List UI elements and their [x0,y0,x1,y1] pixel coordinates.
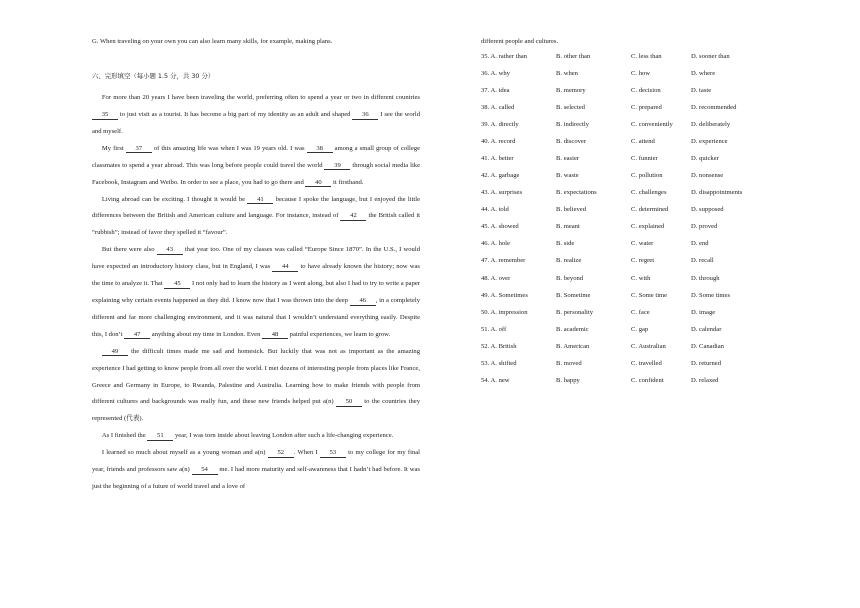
passage-paragraph [92,344,420,429]
option-g-text: G. When traveling on your own you can also learn many skills, for example, making plans. [92,38,333,45]
passage-continuation: different people and cultures. [481,38,559,45]
option-row [481,189,781,206]
passage-text: it firsthand. [331,178,364,186]
passage-text: I not only had to learn the history as I went along, but also I had to try to write a paper explaining why certain events happened as they did. I know now that I was thrown into the deep [92,280,420,304]
option-choice: C. face [631,308,650,316]
option-choice: C. decision [631,87,661,94]
option-choice: C. how [631,69,651,77]
passage-text: the difficult times made me sad and homesick. But luckily that was not as important as the amazing experience I had getting to know people from all over the world. I met dozens of interesting people from places like France, Greece and Germany in Europe, to Rwanda, Palestine and Australia. Learning how to make friends with people from different cultures and backgrounds was really fun, and these new friends helped put a(n) [92,347,420,406]
option-choice: D. returned [691,359,722,367]
passage-text: But there were also [101,246,157,254]
passage-text: For more than 20 years I have been traveling the world, preferring often to spend a year or two in different countries [101,94,420,102]
option-choice: D. Canadian [691,342,724,350]
passage-text: because I spoke the language, but I enjoyed the little differences between the British and American culture and language. For instance, instead of [92,195,420,220]
option-choice: 52. A. British [481,342,517,350]
option-choice: C. Some time [631,291,668,299]
option-choice: C. less than [631,52,662,60]
option-choice: B. American [556,342,590,350]
option-choice: 48. A. over [481,274,511,282]
option-choice: 42. A. garbage [481,172,520,180]
option-choice: C. Australian [631,342,666,350]
option-choice: D. where [691,69,716,77]
passage-text: Living abroad can be exciting. I thought it would be [101,195,248,203]
option-row [481,343,781,360]
option-choice: B. moved [556,359,582,367]
passage-text: My first [101,144,126,152]
option-choice: D. deliberately [691,121,731,129]
option-choice: B. indirectly [556,121,589,129]
option-choice: 38. A. called [481,104,515,112]
passage-text: I see the world and myself. [92,111,420,135]
option-choice: B. believed [556,206,587,214]
passage-text: among a small group of college classmates to spend a year abroad. This was long before people could travel the world [92,144,420,169]
passage-paragraph [92,242,420,343]
passage-paragraph [92,141,420,192]
passage-text: that year too. One of my classes was called “Europe Since 1870”. In the U.S., I would have expected an introductory history class, but in England, I was [92,246,420,271]
passage-text: . When I [293,449,320,457]
option-choice: B. memory [556,87,586,94]
option-choice: B. expectations [556,189,597,197]
option-row [481,70,781,87]
option-row [481,309,781,326]
option-choice: C. gap [631,325,649,333]
option-row [481,104,781,121]
passage-text: to my college for my final year, friends and professors saw a(n) [92,449,421,474]
blank-number: 40 [305,180,331,188]
option-row [481,326,781,343]
option-row [481,240,781,257]
option-choice: D. taste [691,87,712,94]
blank-number: 47 [124,332,150,340]
passage-text: the British called it “rubbish”; instead of favor they spelled it “favour”. [92,212,420,237]
option-row [481,172,781,189]
passage-paragraph [92,445,420,496]
blank-number: 54 [192,467,218,475]
options-list [481,53,781,394]
passage-text: to just visit as a tourist. It has become a big part of my identity as an adult and shaped [118,111,353,118]
option-row [481,377,781,394]
blank-number: 52 [268,450,294,458]
option-choice: D. calendar [691,325,722,333]
blank-number: 46 [350,298,376,306]
option-choice: C. determined [631,206,669,214]
option-row [481,206,781,223]
option-choice: 36. A. why [481,69,510,77]
section-title: 六、完形填空（每小题 1.5 分，共 30 分） [92,71,215,80]
option-choice: C. with [631,274,651,282]
option-choice: B. easier [556,155,580,163]
passage-text: anything about my time in London. Even [150,330,263,338]
option-choice: C. travelled [631,359,662,367]
option-choice: B. selected [556,104,585,112]
option-choice: D. proved [691,223,718,231]
option-choice: B. realize [556,257,582,265]
blank-number: 53 [320,450,346,458]
blank-number: 41 [247,197,273,205]
blank-number: 49 [102,349,128,357]
blank-number: 42 [340,213,366,221]
option-choice: 54. A. new [481,376,510,384]
option-choice: 50. A. impression [481,308,528,316]
blank-number: 35 [92,112,118,120]
option-choice: C. conveniently [631,121,673,129]
option-choice: C. pollution [631,172,663,180]
blank-number: 50 [336,399,362,407]
passage-paragraph [92,428,420,445]
option-choice: D. recall [691,257,714,265]
option-row [481,138,781,155]
option-choice: 47. A. remember [481,257,526,265]
option-choice: B. happy [556,376,580,384]
passage-text: me. I had more maturity and self-awareness that I hadn’t had before. It was just the beginning of a future of world travel and a love of [92,466,420,490]
blank-number: 36 [352,112,378,120]
option-choice: 46. A. hole [481,240,510,248]
option-choice: B. side [556,240,575,248]
passage-text: to the countries they represented (代表). [92,398,420,423]
option-choice: C. challenges [631,189,667,197]
option-choice: C. funnier [631,155,658,163]
option-choice: D. supposed [691,206,724,214]
option-choice: B. when [556,69,578,77]
option-choice: C. confident [631,376,664,384]
option-choice: D. Some times [691,291,731,299]
option-choice: 43. A. surprises [481,189,523,197]
option-choice: B. personality [556,308,593,316]
option-choice: C. explained [631,223,665,231]
option-choice: B. beyond [556,274,584,282]
option-choice: D. image [691,308,716,316]
option-choice: 40. A. record [481,138,516,146]
option-row [481,155,781,172]
blank-number: 43 [157,247,183,255]
option-choice: D. disappointments [691,189,743,197]
option-choice: 49. A. Sometimes [481,291,528,299]
blank-number: 39 [324,163,350,171]
option-row [481,223,781,240]
blank-number: 48 [262,332,288,340]
option-choice: B. waste [556,172,579,180]
option-choice: B. discover [556,138,587,146]
option-choice: D. sooner than [691,52,730,60]
option-choice: D. experience [691,138,728,146]
blank-number: 37 [126,146,152,154]
option-choice: D. through [691,274,720,282]
option-choice: 51. A. off [481,325,507,333]
blank-number: 38 [307,146,333,154]
option-choice: C. regret [631,257,655,265]
passage-text: to have already known the history; now was the time to analyze it. That [92,263,420,288]
left-column [92,38,420,496]
option-choice: 44. A. told [481,206,509,214]
option-choice: 41. A. better [481,155,514,163]
option-row [481,121,781,138]
option-choice: C. prepared [631,104,662,112]
option-choice: D. end [691,240,709,248]
option-row [481,53,781,70]
passage-text: I learned so much about myself as a young woman and a(n) [101,449,268,457]
option-row [481,257,781,274]
option-choice: 45. A. showed [481,223,519,231]
option-choice: B. meant [556,223,580,231]
blank-number: 44 [272,264,298,272]
option-choice: B. Sometime [556,291,591,299]
option-choice: D. recommended [691,104,737,112]
option-row [481,87,781,104]
option-choice: B. academic [556,325,589,333]
option-row [481,275,781,292]
cloze-passage [92,90,420,496]
option-choice: D. nonsense [691,172,724,180]
passage-text: year, I was torn inside about leaving London after such a life-changing experience. [173,432,394,440]
option-choice: D. quicker [691,155,719,163]
passage-text: painful experiences, we learn to grow. [288,330,391,338]
passage-text: through social media like Facebook, Instagram and Weibo. In order to see a place, you had to go there and [92,161,421,186]
option-choice: C. water [631,240,654,248]
passage-text: of this amazing life was when I was 19 years old. I was [151,144,307,152]
passage-text: , in a completely different and far more challenging environment, and it was natural that I wouldn’t understand everything easily. Despite this, I don’t [92,296,420,338]
passage-text: As I finished the [101,432,148,440]
passage-paragraph [92,192,420,243]
option-choice: 53. A. shifted [481,359,517,367]
option-choice: B. other than [556,52,591,60]
blank-number: 51 [147,433,173,441]
option-choice: C. attend [631,138,655,146]
option-row [481,292,781,309]
right-column [481,38,781,394]
blank-number: 45 [164,281,190,289]
option-choice: 37. A. idea [481,87,510,94]
option-choice: 39. A. directly [481,121,519,129]
option-choice: 35. A. rather than [481,52,527,60]
passage-paragraph [92,90,420,141]
option-row [481,360,781,377]
option-choice: D. relaxed [691,376,719,384]
